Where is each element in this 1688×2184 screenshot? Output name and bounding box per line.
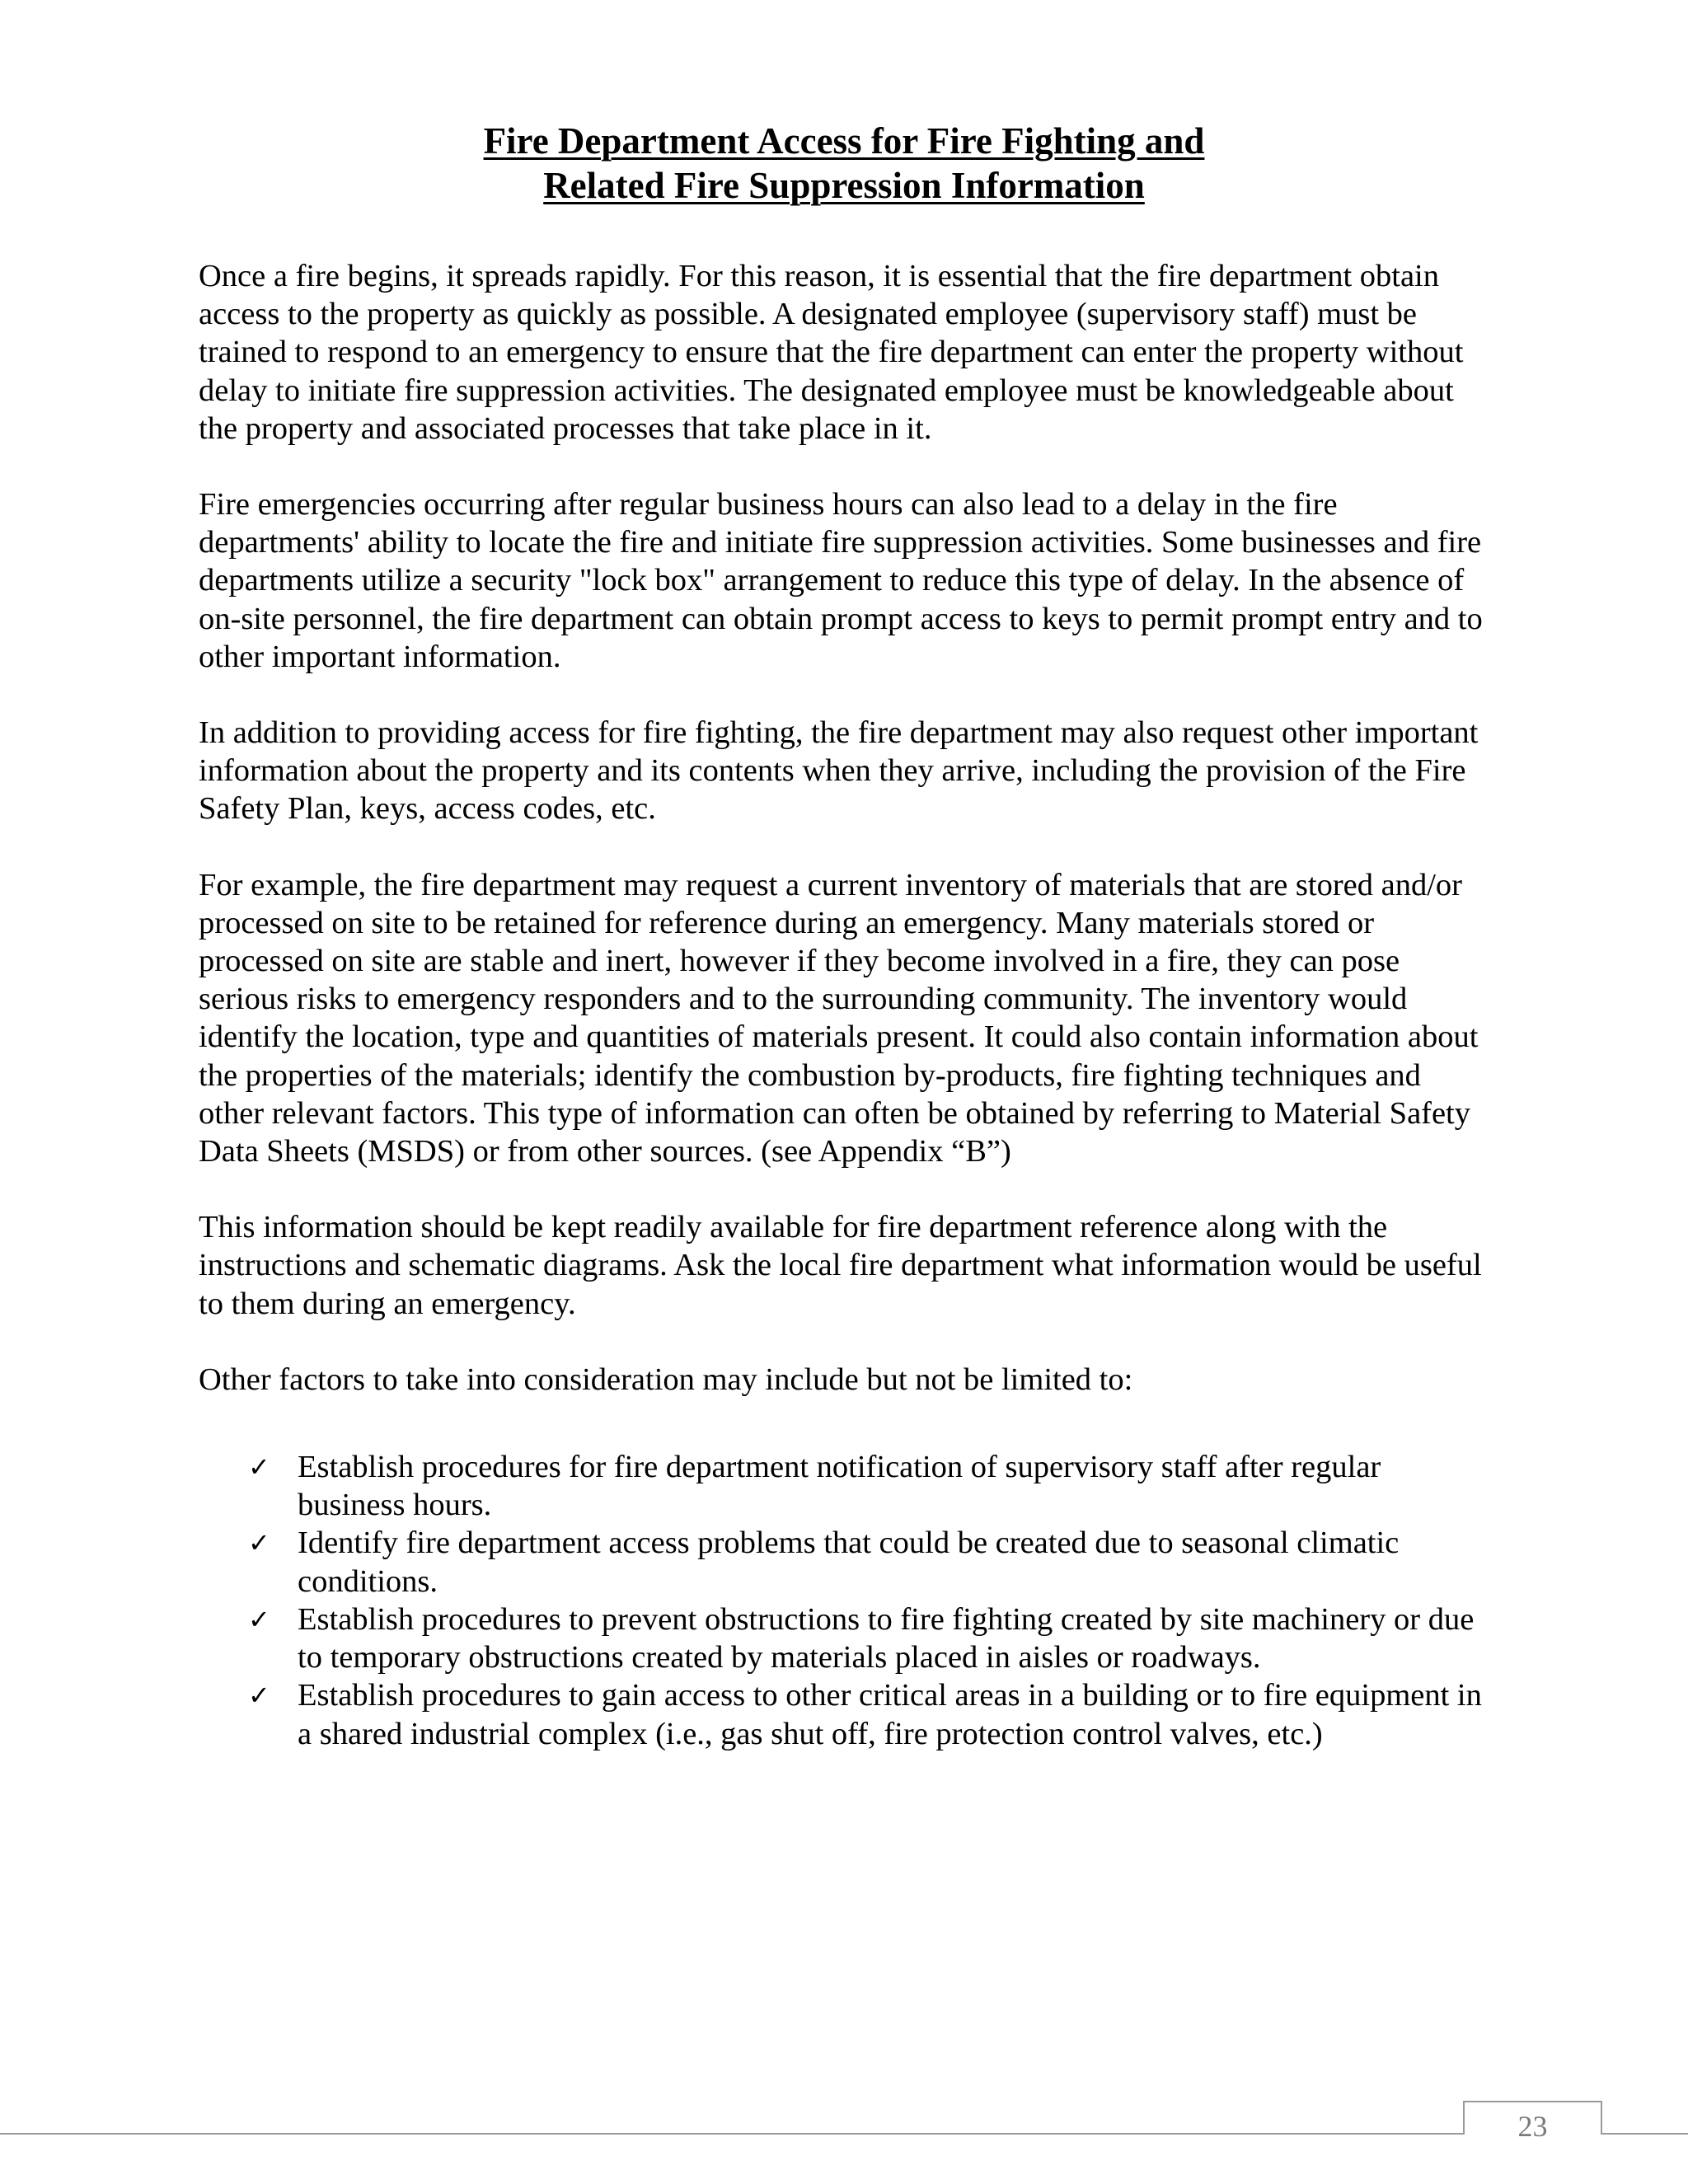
list-item-text: Identify fire department access problems that could be created due to seasonal climatic conditions. xyxy=(298,1526,1400,1599)
title-line-2: Related Fire Suppression Information xyxy=(543,165,1145,206)
checkmark-icon: ✓ xyxy=(248,1680,270,1712)
paragraph-other-factors: Other factors to take into consideration may include but not be limited to: xyxy=(199,1361,1133,1397)
page-number: 23 xyxy=(1517,2110,1548,2143)
paragraph-keep-available: This information should be kept readily available for fire department reference along with the instructions and schematic diagrams. Ask the local fire department what information would be useful to them during an emergency. xyxy=(199,1210,1482,1321)
title-line-1: Fire Department Access for Fire Fighting and xyxy=(483,120,1205,162)
paragraph-intro: Once a fire begins, it spreads rapidly. For this reason, it is essential that the fire department obtain access to the property as quickly as possible. A designated employee (supervisory staff) must be trained to respond to an emergency to ensure that the fire department can enter the property without delay to initiate fire suppression activities. The designated employee must be knowledgeable about the property and associated processes that take place in it. xyxy=(199,259,1464,446)
list-item-text: Establish procedures to gain access to other critical areas in a building or to fire equipment in a shared industrial complex (i.e., gas shut off, fire protection control valves, etc.) xyxy=(298,1678,1482,1751)
list-item xyxy=(248,1448,1493,1524)
list-item xyxy=(248,1676,1493,1752)
checkmark-icon: ✓ xyxy=(248,1451,270,1483)
body-text xyxy=(199,257,1493,1753)
checkmark-icon: ✓ xyxy=(248,1527,270,1559)
paragraph-after-hours: Fire emergencies occurring after regular business hours can also lead to a delay in the fire departments' ability to locate the fire and initiate fire suppression activities. Some businesses and fire departments utilize a security "lock box" arrangement to reduce this type of delay. In the absence of on-site personnel, the fire department can obtain prompt access to keys to permit prompt entry and to other important information. xyxy=(199,487,1483,674)
list-item xyxy=(248,1601,1493,1676)
list-item-text: Establish procedures for fire department notification of supervisory staff after regular business hours. xyxy=(298,1450,1381,1523)
paragraph-inventory-example: For example, the fire department may request a current inventory of materials that are stored and/or processed on site to be retained for reference during an emergency. Many materials stored or processed on site are stable and inert, however if they become involved in a fire, they can pose serious risks to emergency responders and to the surrounding community. The inventory would identify the location, type and quantities of materials present. It could also contain information about the properties of the materials; identify the combustion by-products, fire fighting techniques and other relevant factors. This type of information can often be obtained by referring to Material Safety Data Sheets (MSDS) or from other sources. (see Appendix “B”) xyxy=(199,867,1479,1169)
footer-rule xyxy=(0,2133,1688,2135)
paragraph-other-information: In addition to providing access for fire fighting, the fire department may also request other important information about the property and its contents when they arrive, including the provision of the Fire Safety Plan, keys, access codes, etc. xyxy=(199,715,1479,827)
checkmark-icon: ✓ xyxy=(248,1603,270,1635)
checklist xyxy=(199,1448,1493,1753)
list-item xyxy=(248,1524,1493,1600)
list-item-text: Establish procedures to prevent obstructions to fire fighting created by site machinery or due to temporary obstructions created by materials placed in aisles or roadways. xyxy=(298,1601,1475,1675)
page-title xyxy=(0,119,1688,208)
